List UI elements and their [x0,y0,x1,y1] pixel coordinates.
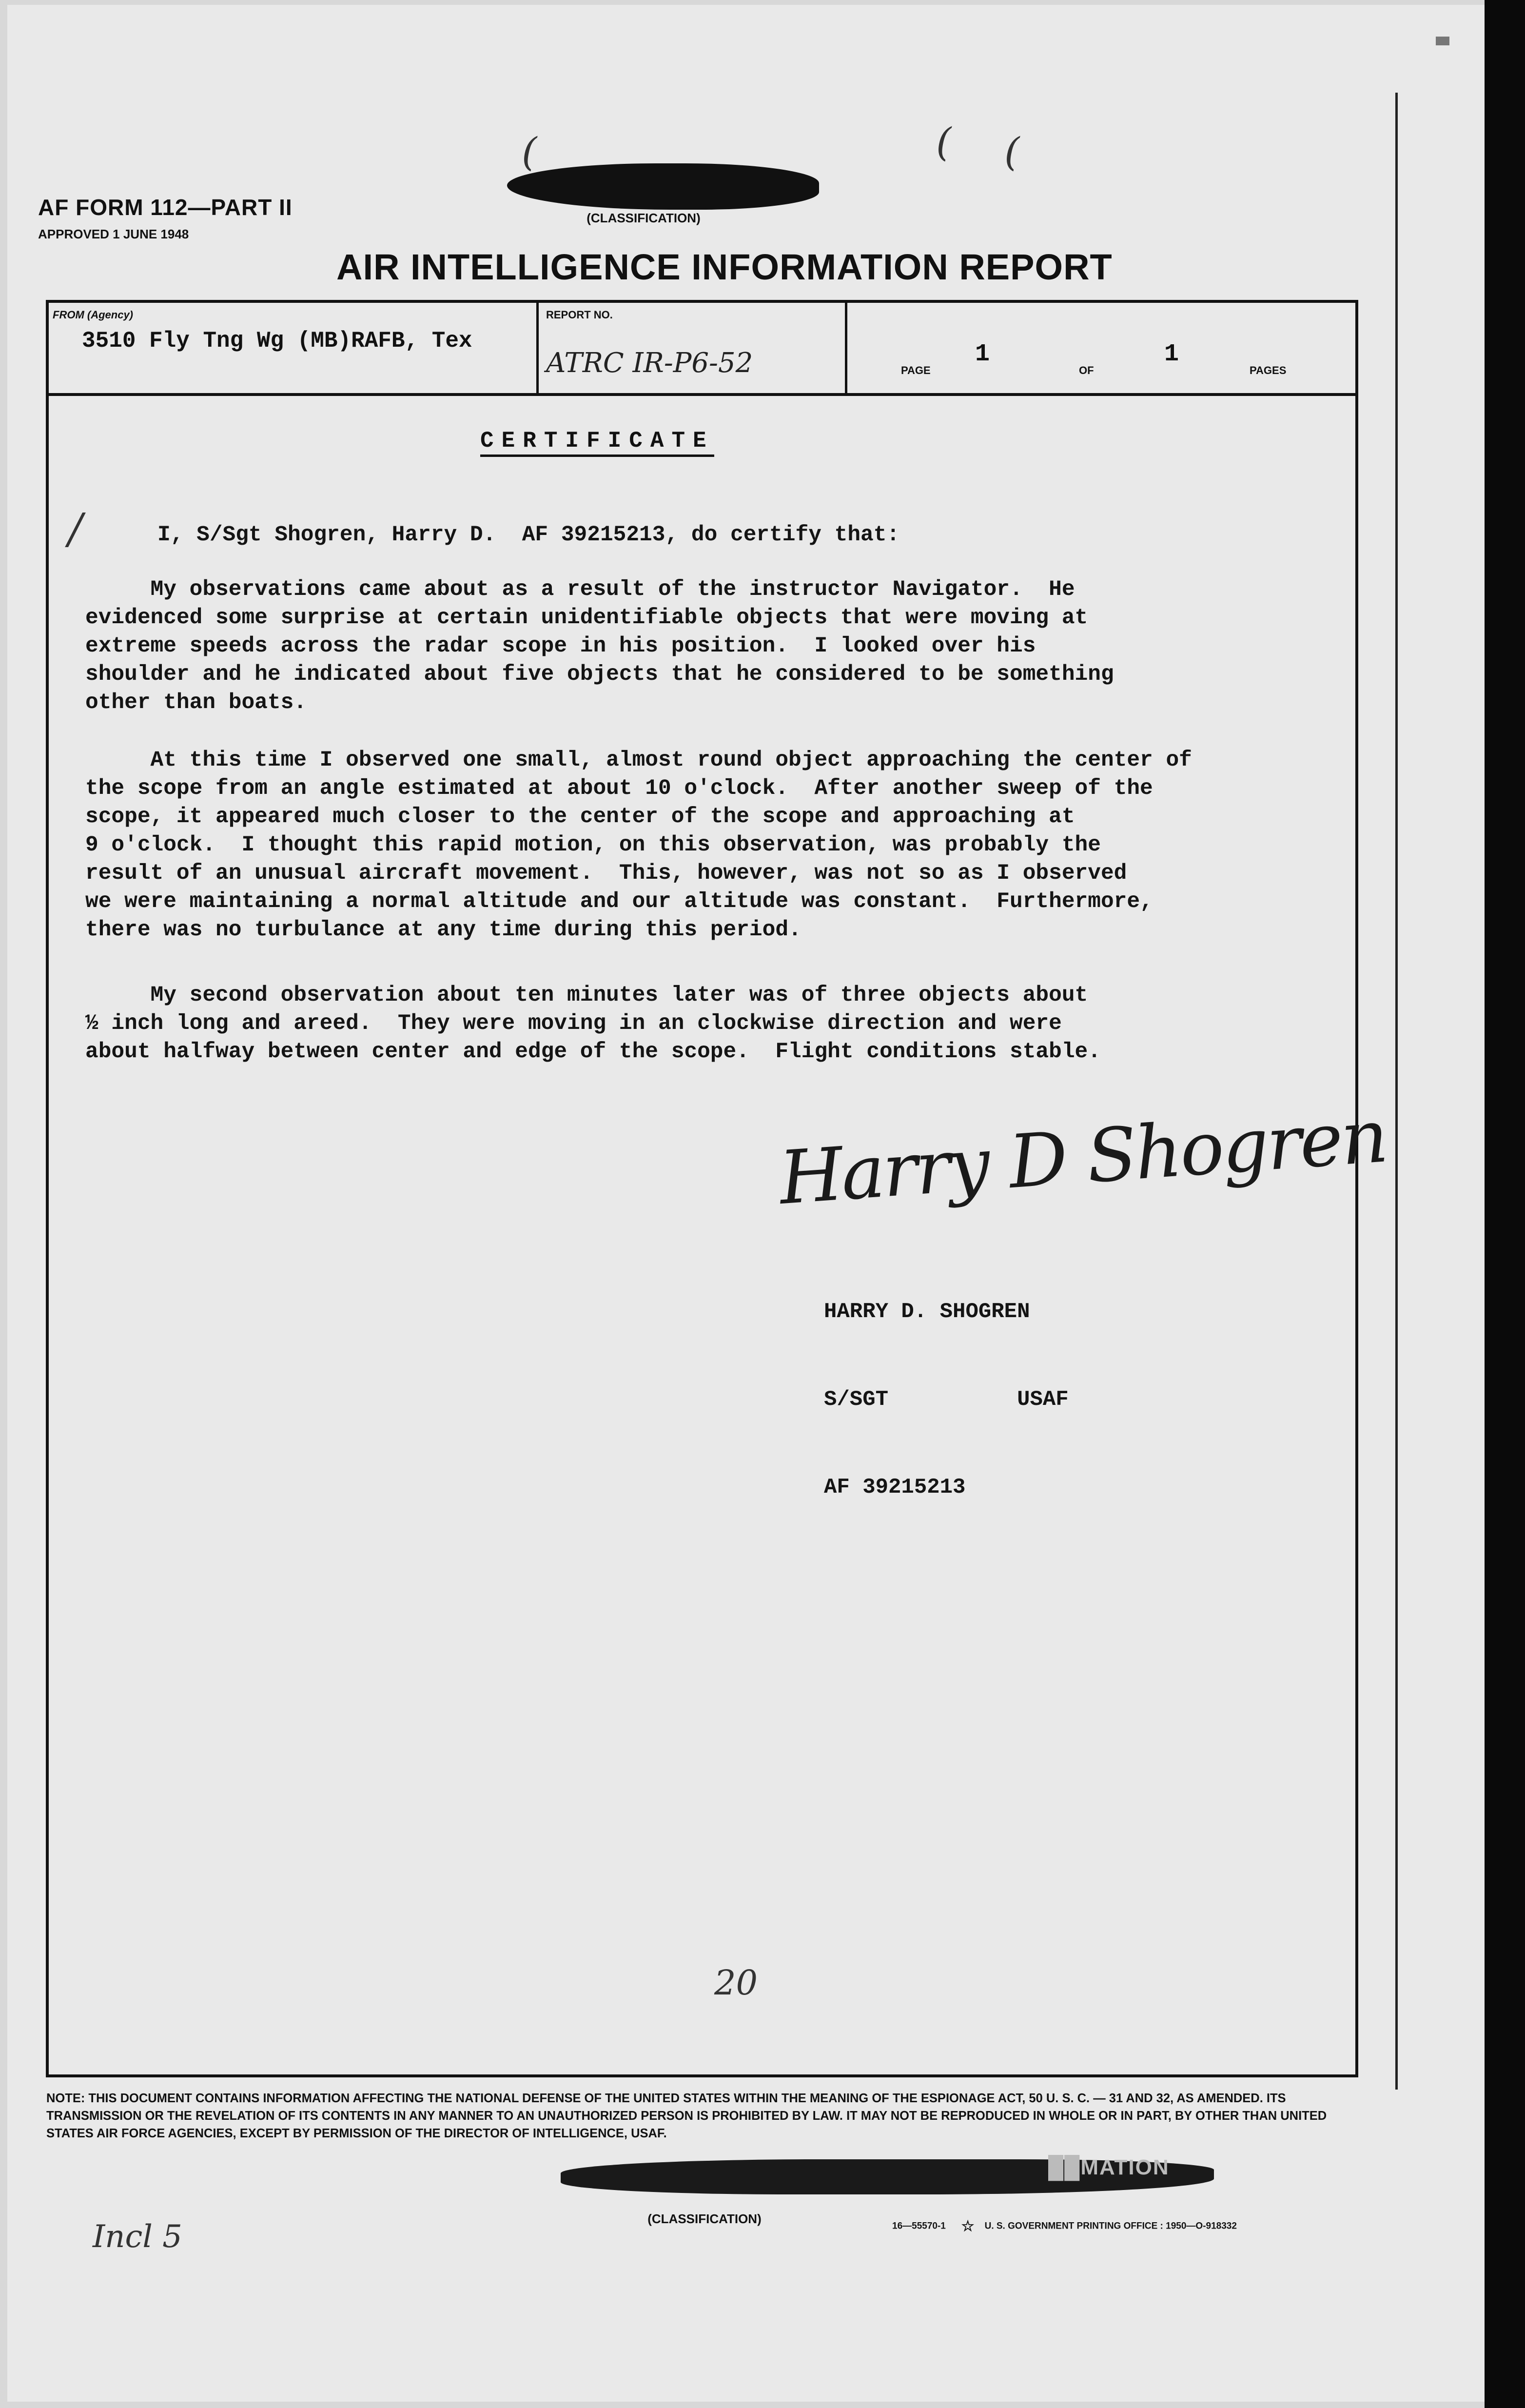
paragraph-observation-2: At this time I observed one small, almost round object approaching the center of the scope from an angle estimated at about 10 o'clock. After another sweep of the scope, it appeared much closer to the center of the scope and approaching at 9 o'clock. I thought this rapid motion, on this observation, was probably the result of an unusual aircraft movement. This, however, was not so as I observed we were maintaining a normal altitude and our altitude was constant. Furthermore, there was no turbulance at any time during this period. [85,748,1192,942]
pen-mark: ( [1004,129,1020,175]
service-number: AF 39215213 [824,1475,966,1500]
star-icon: ☆ [961,2218,975,2234]
page-margin-line [1395,93,1398,2090]
from-agency: 3510 Fly Tng Wg (MB)RAFB, Tex [82,328,472,354]
form-stock-number: 16—55570-1 [892,2221,946,2231]
paragraph-observation-3: My second observation about ten minutes later was of three objects about ½ inch long and areed. They were moving in an clockwise direction and were about halfway between center and edge of the scope. Flight conditions stable. [85,983,1101,1064]
paragraph-observation-1: My observations came about as a result of the instructor Navigator. He evidenced some surprise at certain unidentifiable objects that were moving at extreme speeds across the radar scope in his position. I looked over his shoulder and he indicated about five objects that he considered to be something other than boats. [85,577,1114,715]
pen-mark: ( [936,119,952,165]
redaction-stamp: ██MATION [1048,2155,1170,2179]
handwritten-page-mark: 20 [714,1963,758,2003]
page-total: 1 [1164,340,1179,368]
typed-name: HARRY D. SHOGREN [824,1300,1030,1324]
form-approved-date: APPROVED 1 JUNE 1948 [38,227,189,241]
certify-line: I, S/Sgt Shogren, Harry D. AF 39215213, do certify that: [157,523,900,547]
enclosure-note: Incl 5 [93,2219,182,2255]
handwritten-signature: Harry D Shogren [776,1094,1389,1221]
margin-pen-mark: / [68,505,82,553]
classification-label-top: (CLASSIFICATION) [587,211,701,225]
printing-office-line [892,2218,1237,2235]
gpo-imprint: U. S. GOVERNMENT PRINTING OFFICE : 1950—O-918332 [984,2221,1237,2231]
from-label: FROM (Agency) [53,309,133,321]
pen-mark: ( [522,129,537,175]
rank-service: S/SGT USAF [824,1387,1069,1412]
report-title: AIR INTELLIGENCE INFORMATION REPORT [336,247,1113,287]
scan-edge [1485,0,1525,2408]
espionage-act-notice: NOTE: THIS DOCUMENT CONTAINS INFORMATION AFFECTING THE NATIONAL DEFENSE OF THE UNITED STATES WITHIN THE MEANING OF THE ESPIONAGE ACT, 50 U. S. C. — 31 AND 32, AS AMENDED. ITS TRANSMISSION OR THE REVELATION OF ITS CONTENTS IN ANY MANNER TO AN UNAUTHORIZED PERSON IS PROHIBITED BY LAW. IT MAY NOT BE REPRODUCED IN WHOLE OR IN PART, BY OTHER THAN UNITED STATES AIR FORCE AGENCIES, EXCEPT BY PERMISSION OF THE DIRECTOR OF INTELLIGENCE, USAF. [46,2092,1327,2140]
of-label: OF [1079,364,1094,376]
signature-block [824,1239,1069,1531]
pages-label: PAGES [1250,364,1287,376]
report-no-label: REPORT NO. [546,309,613,321]
header-divider [845,303,847,393]
classification-label-bottom: (CLASSIFICATION) [647,2211,762,2226]
report-number: ATRC IR-P6-52 [546,347,753,379]
punch-mark [1436,37,1449,45]
header-divider [536,303,539,393]
certificate-heading: CERTIFICATE [480,428,714,457]
form-id: AF FORM 112—PART II [38,195,293,220]
page-label: PAGE [901,364,931,376]
page-number: 1 [975,340,990,368]
